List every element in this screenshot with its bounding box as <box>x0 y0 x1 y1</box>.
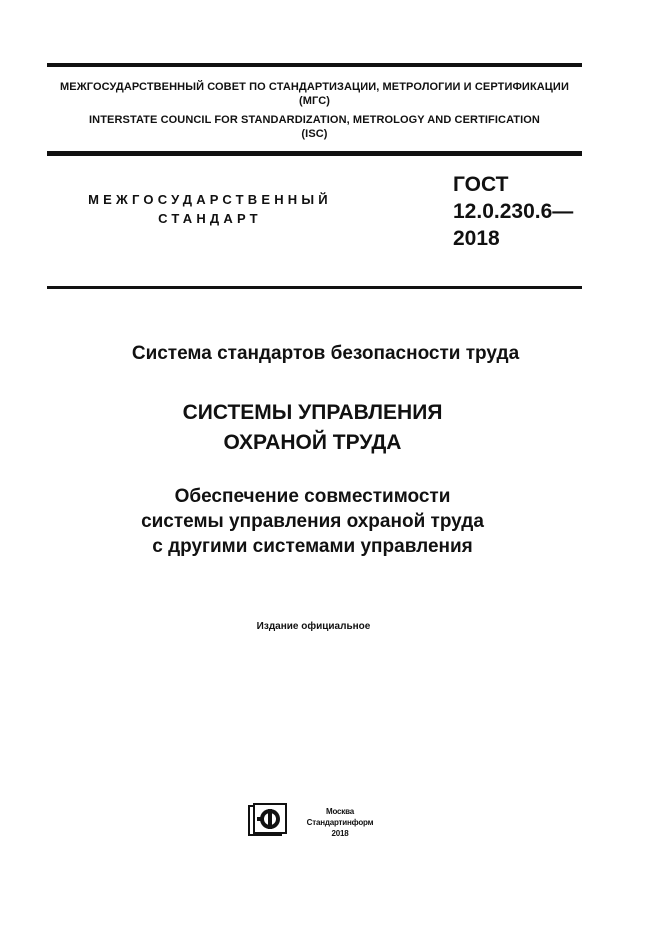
council-ru-line1: МЕЖГОСУДАРСТВЕННЫЙ СОВЕТ ПО СТАНДАРТИЗАЦИИ, МЕТРОЛОГИИ И СЕРТИФИКАЦИИ <box>60 81 569 93</box>
council-ru-abbr: (МГС) <box>298 95 331 107</box>
edition-label: Издание официальное <box>256 621 371 632</box>
standard-type-line2: СТАНДАРТ <box>158 211 262 226</box>
thick-rule <box>47 151 582 156</box>
publisher-year: 2018 <box>331 829 349 838</box>
gost-number: 12.0.230.6— <box>453 200 574 223</box>
publisher-city: Москва <box>326 807 354 816</box>
council-en-abbr: (ISC) <box>301 128 328 140</box>
standard-type-line1: МЕЖГОСУДАРСТВЕННЫЙ <box>88 192 332 207</box>
main-title-line2: ОХРАНОЙ ТРУДА <box>223 431 402 454</box>
gost-label: ГОСТ <box>453 173 509 196</box>
series-title: Система стандартов безопасности труда <box>131 343 520 364</box>
standartinform-logo-icon <box>248 803 288 837</box>
gost-year: 2018 <box>453 227 500 250</box>
publisher-block <box>296 806 384 839</box>
subtitle-line3: с другими системами управления <box>152 536 473 557</box>
header-bottom-rule <box>47 286 582 289</box>
top-rule <box>47 63 582 67</box>
main-title-line1: СИСТЕМЫ УПРАВЛЕНИЯ <box>182 401 443 424</box>
council-en-line1: INTERSTATE COUNCIL FOR STANDARDIZATION, METROLOGY AND CERTIFICATION <box>89 114 540 126</box>
subtitle-line1: Обеспечение совместимости <box>174 486 451 507</box>
subtitle-line2: системы управления охраной труда <box>141 511 484 532</box>
publisher-name: Стандартинформ <box>306 818 374 827</box>
gost-designation <box>453 171 573 252</box>
